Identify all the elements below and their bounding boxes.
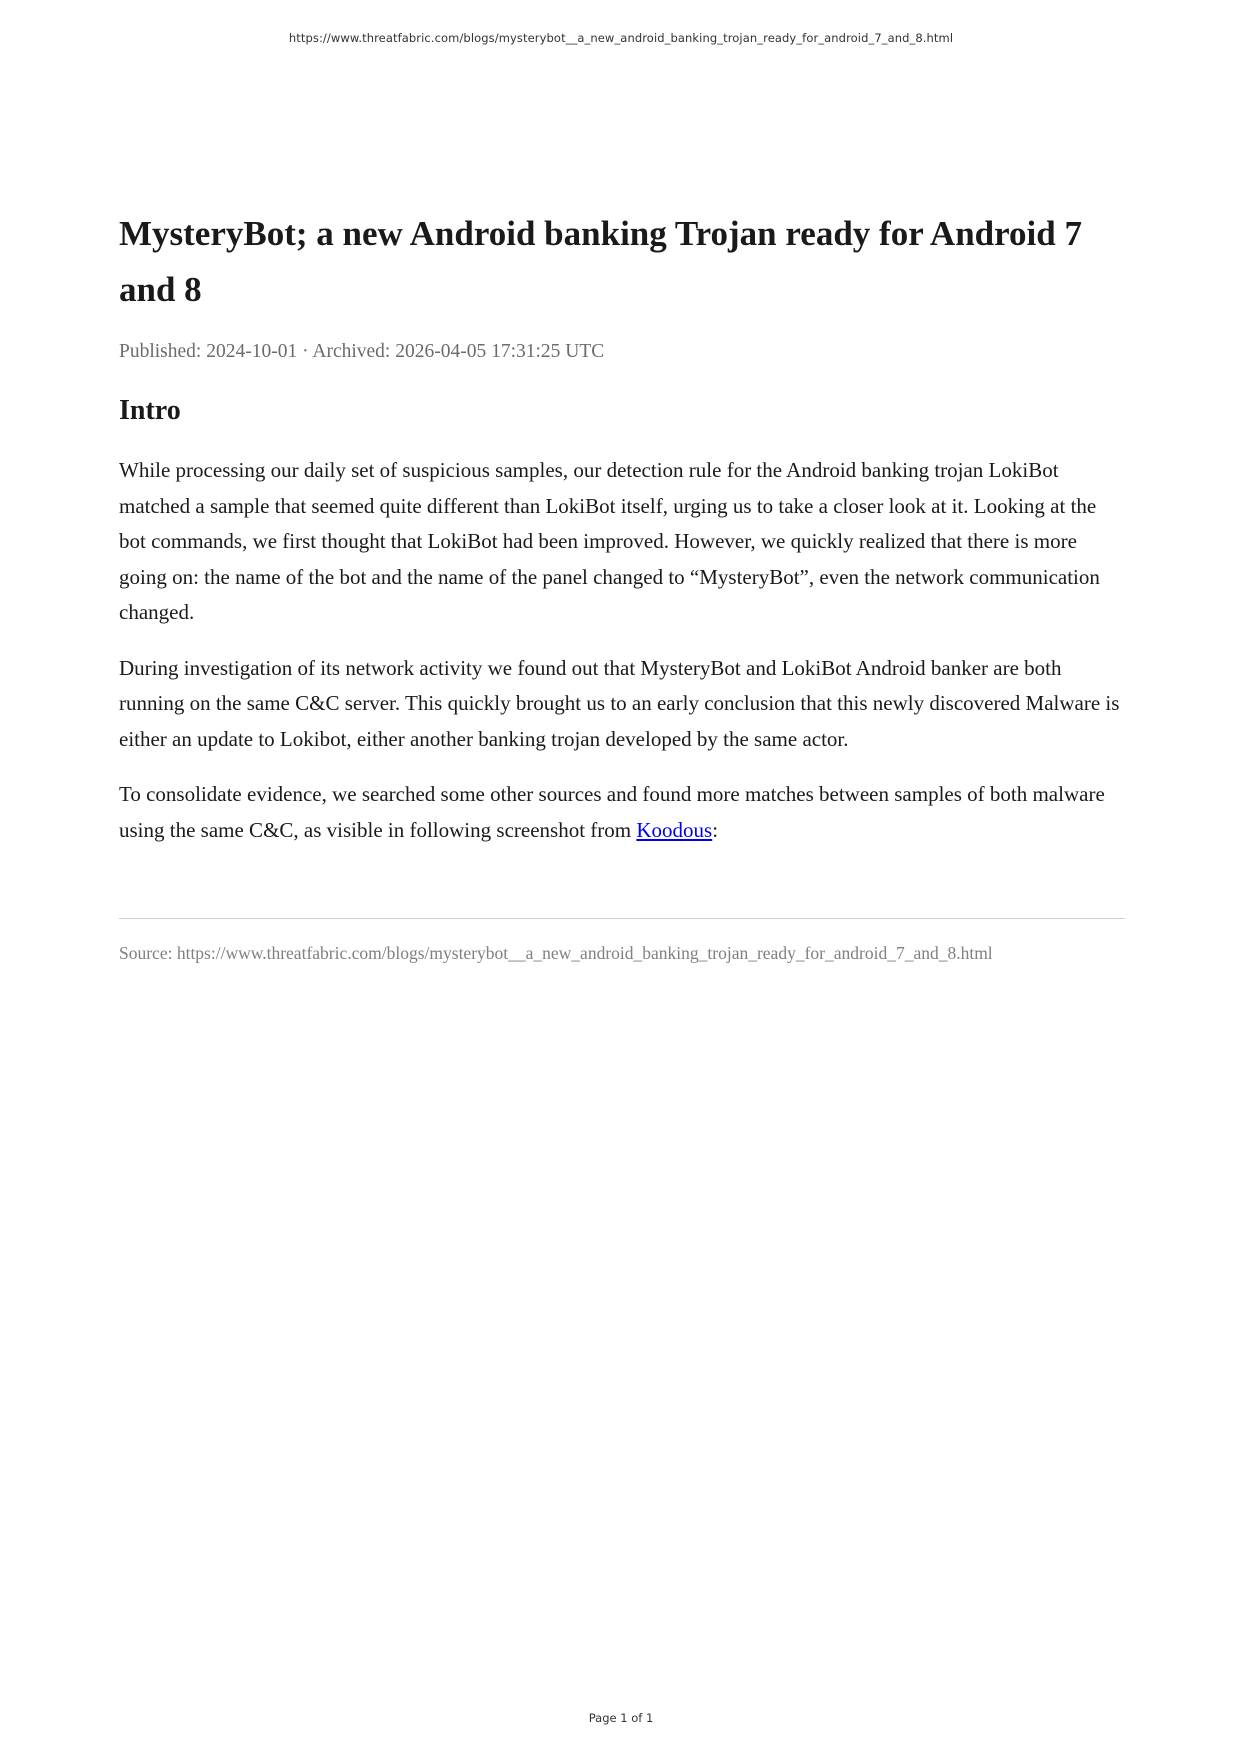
koodous-link[interactable]: Koodous	[636, 817, 713, 842]
page-header-url: https://www.threatfabric.com/blogs/mysterybot__a_new_android_banking_trojan_ready_for_android_7_and_8.html	[288, 31, 954, 45]
article-title: MysteryBot; a new Android banking Trojan ready for Android 7 and 8	[119, 214, 1082, 309]
article-body	[119, 206, 1125, 848]
footer-divider	[119, 918, 1125, 919]
paragraph-3-suffix: :	[712, 817, 719, 842]
section-heading-intro: Intro	[119, 395, 181, 426]
article-meta: Published: 2024-10-01 · Archived: 2026-04-05 17:31:25 UTC	[119, 341, 605, 362]
paragraph-3	[119, 777, 1125, 848]
paragraph-3-text: To consolidate evidence, we searched some other sources and found more matches between samples of both malware using the same C&C, as visible in following screenshot from	[119, 782, 1105, 842]
paragraph-2: During investigation of its network activity we found out that MysteryBot and LokiBot Android banker are both running on the same C&C server. This quickly brought us to an early conclusion that this newly discovered Malware is either an update to Lokibot, either another banking trojan developed by the same actor.	[119, 655, 1120, 751]
paragraph-1: While processing our daily set of suspicious samples, our detection rule for the Android banking trojan LokiBot matched a sample that seemed quite different than LokiBot itself, urging us to take a closer look at it. Looking at the bot commands, we first thought that LokiBot had been improved. However, we quickly realized that there is more going on: the name of the bot and the name of the panel changed to “MysteryBot”, even the network communication changed.	[119, 458, 1100, 624]
page-number: Page 1 of 1	[588, 1711, 654, 1725]
source-line: Source: https://www.threatfabric.com/blogs/mysterybot__a_new_android_banking_trojan_ready_for_android_7_and_8.html	[119, 943, 993, 963]
